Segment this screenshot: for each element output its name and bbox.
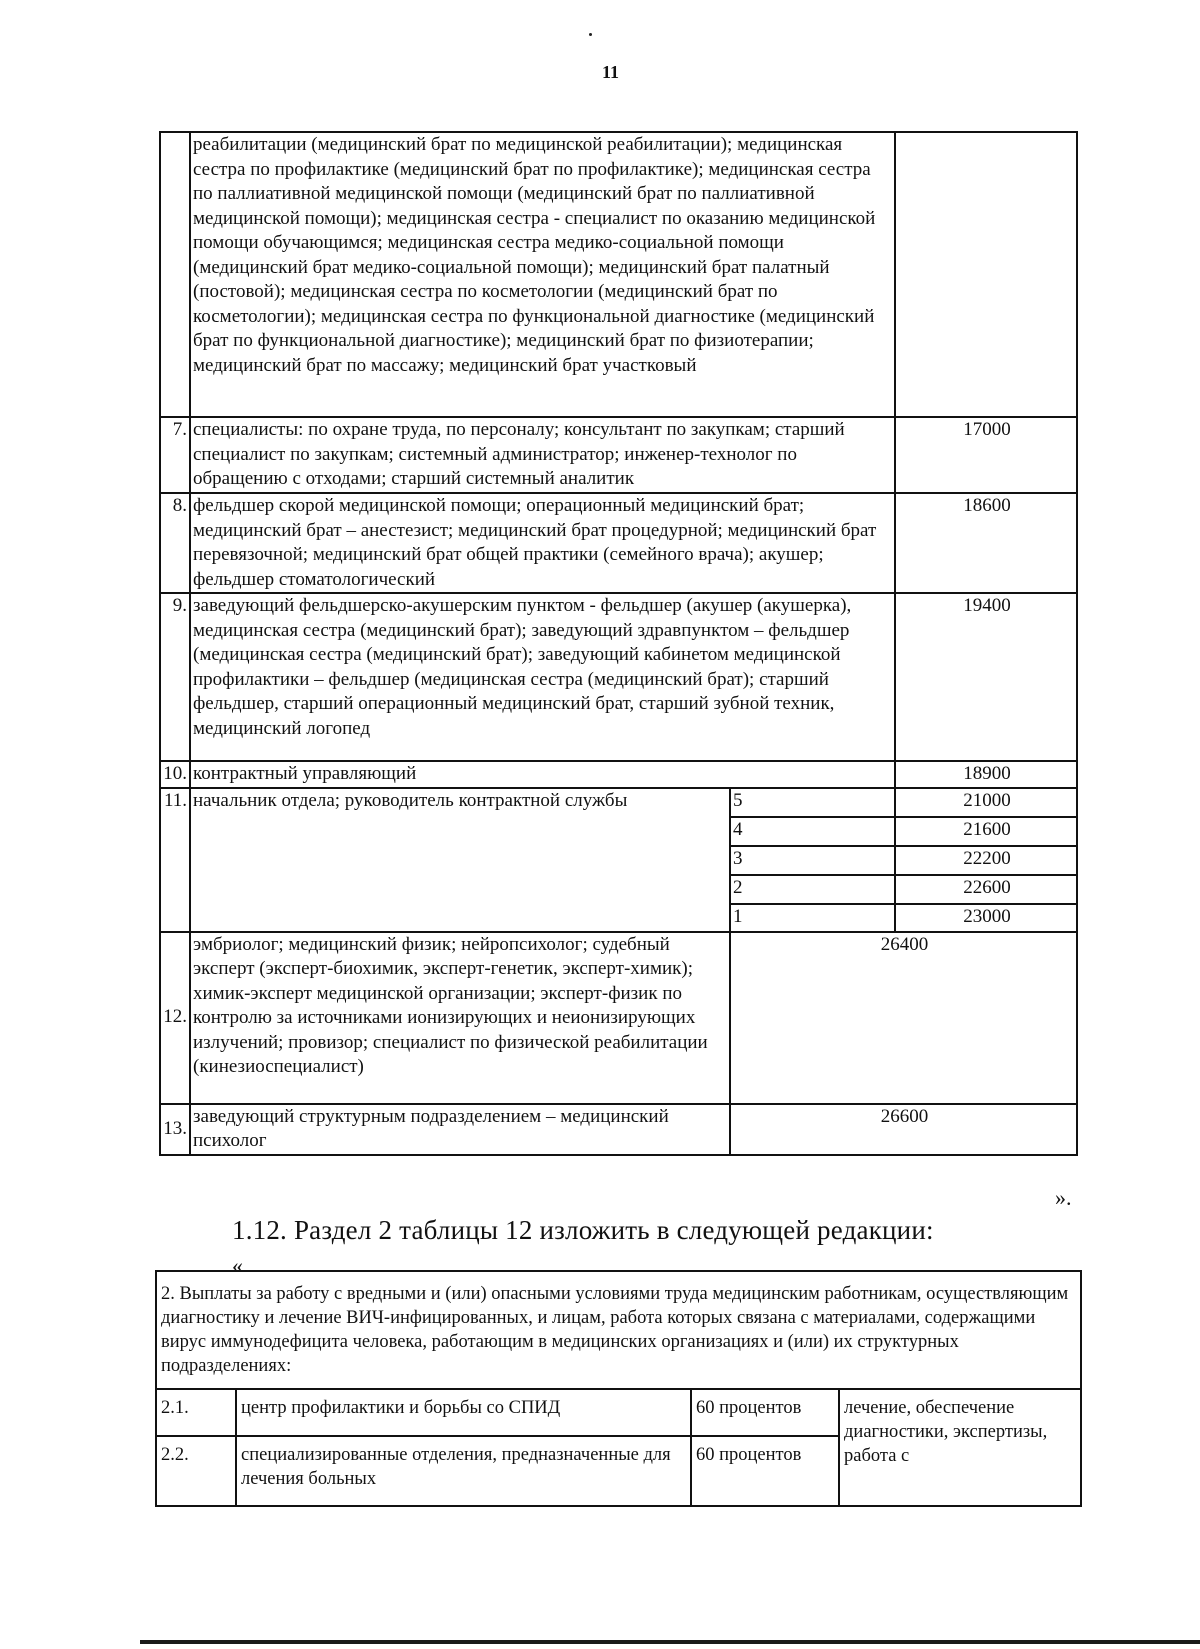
- row-number: 11.: [160, 788, 190, 932]
- table-row: [160, 788, 1077, 817]
- staff-salary-table: [159, 131, 1078, 1156]
- salary-value: 26600: [730, 1104, 1077, 1155]
- work-conditions-note: лечение, обеспечение диагностики, экспертизы, работа с: [839, 1389, 1081, 1506]
- section-header: 2. Выплаты за работу с вредными и (или) опасными условиями труда медицинским работникам, осуществляющим диагностику и лечение ВИЧ-инфицированных, и лицам, работа которых связана с материалами, содержащими вирус иммунодефицита человека, работающим в медицинских организациях и (или) их структурных подразделениях:: [156, 1271, 1081, 1389]
- salary-value: 26400: [730, 932, 1077, 1104]
- row-number: 10.: [160, 761, 190, 788]
- table-row: [160, 1104, 1077, 1155]
- position-list: начальник отдела; руководитель контрактной службы: [190, 788, 730, 932]
- table-row: [160, 493, 1077, 593]
- level-number: 2: [730, 875, 895, 904]
- salary-value: 18900: [895, 761, 1077, 788]
- salary-value: 19400: [895, 593, 1077, 761]
- table-row: [160, 761, 1077, 788]
- opening-quote: «: [232, 1253, 243, 1278]
- page-number: 11: [602, 62, 620, 82]
- position-list: контрактный управляющий: [190, 761, 895, 788]
- payments-table: [155, 1270, 1082, 1507]
- position-list: заведующий фельдшерско-акушерским пунктом - фельдшер (акушер (акушерка), медицинская сестра (медицинский брат); заведующий здравпунктом – фельдшер (медицинская сестра (медицинский брат); заведующий кабинетом медицинской профилактики – фельдшер (медицинская сестра (медицинский брат); старший фельдшер, старший операционный медицинский брат, старший зубной техник, медицинский логопед: [190, 593, 895, 761]
- closing-quote: ».: [1055, 1185, 1072, 1210]
- salary-value: 18600: [895, 493, 1077, 593]
- row-number: 2.1.: [156, 1389, 236, 1436]
- position-list: эмбриолог; медицинский физик; нейропсихолог; судебный эксперт (эксперт-биохимик, эксперт-генетик, эксперт-химик); химик-эксперт медицинской организации; эксперт-физик по контролю за источниками ионизирующих и неионизирующих излучений; провизор; специалист по физической реабилитации (кинезиоспециалист): [190, 932, 730, 1104]
- row-number: 7.: [160, 417, 190, 493]
- scan-edge: [140, 1640, 1200, 1644]
- row-number: 13.: [160, 1104, 190, 1155]
- row-number: 8.: [160, 493, 190, 593]
- department-name: центр профилактики и борьбы со СПИД: [236, 1389, 691, 1436]
- department-name: специализированные отделения, предназначенные для лечения больных: [236, 1436, 691, 1506]
- table-header-row: [156, 1271, 1081, 1389]
- scan-speck: [589, 33, 592, 36]
- salary-value: 23000: [895, 904, 1077, 932]
- level-number: 1: [730, 904, 895, 932]
- row-number: 9.: [160, 593, 190, 761]
- payment-percent: 60 процентов: [691, 1436, 839, 1506]
- row-number: 2.2.: [156, 1436, 236, 1506]
- table-row: [160, 132, 1077, 417]
- row-number: [160, 132, 190, 417]
- table-row: [160, 417, 1077, 493]
- salary-value: 22200: [895, 846, 1077, 875]
- position-list: заведующий структурным подразделением – медицинский психолог: [190, 1104, 730, 1155]
- salary-value: [895, 132, 1077, 417]
- salary-value: 21600: [895, 817, 1077, 846]
- section-heading: 1.12. Раздел 2 таблицы 12 изложить в следующей редакции:: [232, 1215, 934, 1245]
- position-list: реабилитации (медицинский брат по медицинской реабилитации); медицинская сестра по профилактике (медицинский брат по профилактике); медицинская сестра по паллиативной медицинской помощи (медицинский брат по паллиативной медицинской помощи); медицинская сестра - специалист по оказанию медицинской помощи обучающимся; медицинская сестра медико-социальной помощи (медицинский брат медико-социальной помощи); медицинский брат палатный (постовой); медицинская сестра по косметологии (медицинский брат по косметологии); медицинская сестра по функциональной диагностике (медицинский брат по функциональной диагностике); медицинский брат по физиотерапии; медицинский брат по массажу; медицинский брат участковый: [190, 132, 895, 417]
- level-number: 3: [730, 846, 895, 875]
- table-row: [156, 1389, 1081, 1436]
- table-row: [160, 593, 1077, 761]
- table-row: [160, 932, 1077, 1104]
- level-number: 4: [730, 817, 895, 846]
- position-list: фельдшер скорой медицинской помощи; операционный медицинский брат; медицинский брат – анестезист; медицинский брат процедурной; медицинский брат перевязочной; медицинский брат общей практики (семейного врача); акушер; фельдшер стоматологический: [190, 493, 895, 593]
- row-number: 12.: [160, 932, 190, 1104]
- salary-value: 21000: [895, 788, 1077, 817]
- position-list: специалисты: по охране труда, по персоналу; консультант по закупкам; старший специалист по закупкам; системный администратор; инженер-технолог по обращению с отходами; старший системный аналитик: [190, 417, 895, 493]
- payment-percent: 60 процентов: [691, 1389, 839, 1436]
- level-number: 5: [730, 788, 895, 817]
- salary-value: 17000: [895, 417, 1077, 493]
- salary-value: 22600: [895, 875, 1077, 904]
